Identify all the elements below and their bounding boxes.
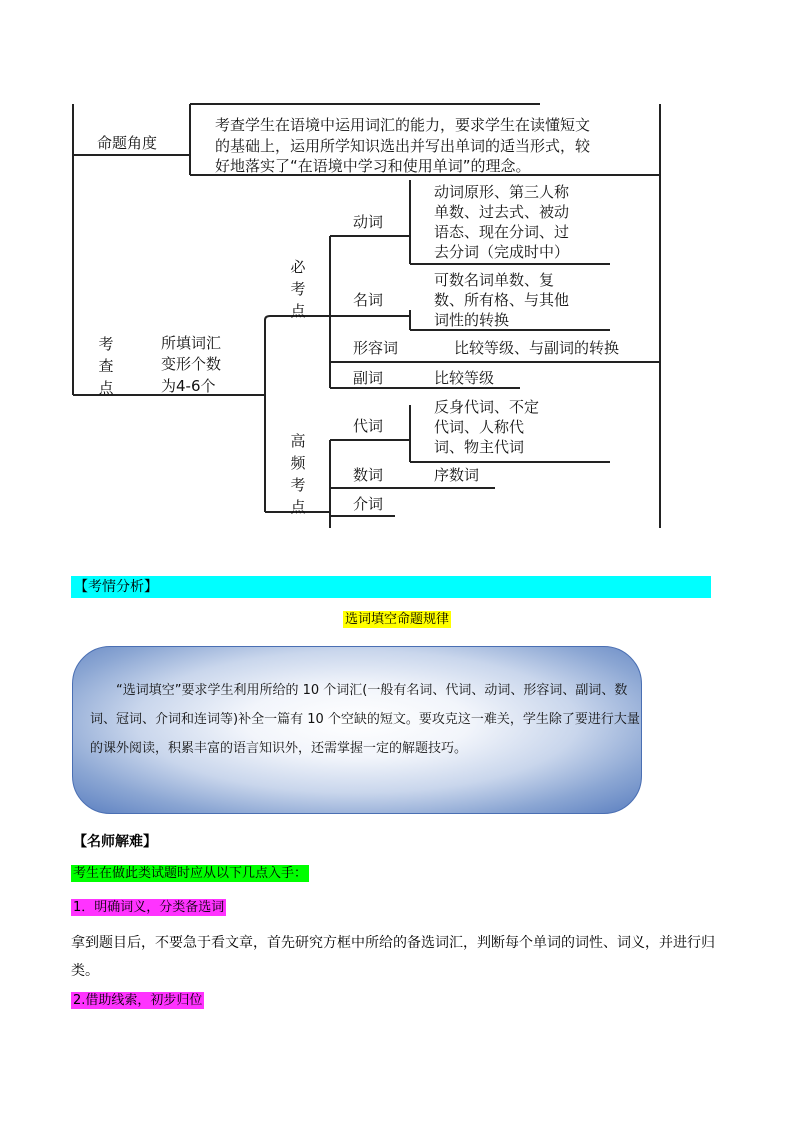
center-line-3: 为4-6个 [161,377,216,395]
point1-paragraph: 拿到题目后，不要急于看文章，首先研究方框中所给的备选词汇，判断每个单词的词性、词义，并进行归类。 [71,935,715,979]
knowledge-diagram [0,0,794,530]
item-pronoun: 代词 [353,417,384,435]
numeral-desc: 序数词 [434,466,480,484]
section-title-text: 选词填空命题规律 [344,612,449,627]
verb-desc-2: 单数、过去式、被动 [434,203,570,221]
item-adverb: 副词 [353,369,384,387]
item-verb: 动词 [353,213,384,231]
teacher-heading: 【名师解难】 [73,834,157,850]
point1-line [71,898,226,918]
item-numeral: 数词 [353,466,384,484]
intro-highlight: 考生在做此类试题时应从以下几点入手： [73,866,308,881]
section-title [0,608,794,630]
mingti-line-1: 考查学生在语境中运用词汇的能力，要求学生在读懂短文 [215,116,591,134]
point2-heading: 2.借助线索，初步归位 [73,993,203,1008]
mingti-label: 命题角度 [97,134,158,152]
center-line-1: 所填词汇 [161,334,222,352]
item-noun: 名词 [353,291,384,309]
verb-desc-4: 去分词（完成时中） [434,243,570,261]
intro-line [71,864,309,884]
analysis-banner [71,576,711,598]
noun-desc-2: 数、所有格、与其他 [434,291,570,309]
mingti-line-2: 的基础上，运用所学知识选出并写出单词的适当形式，较 [215,137,591,155]
point2-line [71,991,204,1011]
pronoun-desc-1: 反身代词、不定 [434,398,540,416]
banner-label: 【考情分析】 [71,579,158,595]
gaopin-label: 高频考点 [290,432,306,516]
mingti-line-3: 好地落实了“在语境中学习和使用单词”的理念。 [215,157,531,175]
verb-desc-3: 语态、现在分词、过 [434,223,570,241]
adverb-desc: 比较等级 [434,369,495,387]
point1-heading: 1．明确词义，分类备选词 [73,900,225,915]
adjective-desc: 比较等级、与副词的转换 [454,339,620,357]
item-adjective: 形容词 [353,339,399,357]
noun-desc-3: 词性的转换 [434,311,510,329]
pronoun-desc-2: 代词、人称代 [434,418,525,436]
bikao-label: 必考点 [290,258,306,320]
noun-desc-1: 可数名词单数、复 [434,271,555,289]
center-line-2: 变形个数 [161,355,222,373]
pronoun-desc-3: 词、物主代词 [434,438,525,456]
kaochadian-label: 考查点 [98,335,114,397]
item-preposition: 介词 [353,495,384,513]
callout-text: “选词填空”要求学生利用所给的 10 个词汇(一般有名词、代词、动词、形容词、副词、数词、冠词、介词和连词等)补全一篇有 10 个空缺的短文。要攻克这一难关，学生除了要进行大量的课外阅读，积累丰富的语言知识外，还需掌握一定的解题技巧。 [90,683,640,756]
verb-desc-1: 动词原形、第三人称 [434,183,570,201]
diagram-lines [0,0,794,530]
